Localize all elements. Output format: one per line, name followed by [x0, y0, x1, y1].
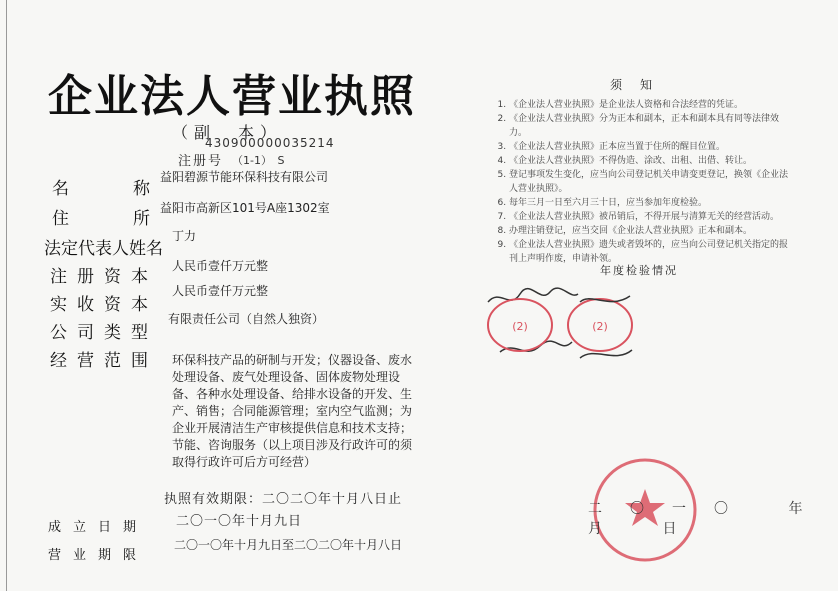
- value-business-scope: 环保科技产品的研制与开发；仪器设备、废水处理设备、废气处理设备、固体废物处理设备、各种水处理设备、给排水设备的开发、生产、销售；合同能源管理；室内空气监测；为企业开展清洁生产审核提供信息和技术支持；节能、咨询服务（以上项目涉及行政许可的须取得行政许可后方可经营）: [172, 353, 413, 469]
- document-title: 企业法人营业执照: [48, 71, 416, 122]
- validity-line2: 二〇一〇年十月九日: [176, 514, 303, 529]
- value-paid-capital: 人民币壹仟万元整: [172, 284, 269, 298]
- label-company-type: 公司类型: [50, 323, 158, 343]
- notice-item: 5. 登记事项发生变化，应当向公司登记机关申请变更登记，换领《企业法人营业执照》。: [509, 168, 795, 196]
- annual-inspection-stamps: [480, 280, 640, 370]
- value-name: 益阳碧源节能环保科技有限公司: [160, 170, 329, 184]
- notice-item: 6. 每年三月一日至六月三十日，应当参加年度检验。: [509, 196, 795, 210]
- svg-text:(2): (2): [592, 320, 608, 333]
- notice-item: 2. 《企业法人营业执照》分为正本和副本，正本和副本具有同等法律效力。: [509, 112, 795, 140]
- value-address: 益阳市高新区101号A座1302室: [160, 201, 330, 215]
- registration-number: 430900000035214: [205, 136, 335, 150]
- notice-item: 1. 《企业法人营业执照》是企业法人资格和合法经营的凭证。: [509, 98, 795, 112]
- notice-list: [495, 98, 795, 266]
- issue-date: 二〇一〇 年 月 日: [588, 501, 831, 537]
- notice-item: 7. 《企业法人营业执照》被吊销后，不得开展与清算无关的经营活动。: [509, 210, 795, 224]
- label-legal-rep: 法定代表人姓名: [44, 239, 163, 259]
- notice-title: 须知: [610, 78, 671, 92]
- value-registered-capital: 人民币壹仟万元整: [172, 259, 269, 273]
- annual-inspection-title: 年度检验情况: [600, 264, 678, 277]
- label-business-term: 营业期限: [48, 548, 149, 563]
- label-established-date: 成立日期: [48, 520, 149, 535]
- label-name: 名 称: [52, 179, 160, 199]
- label-registered-capital: 注册资本: [50, 267, 158, 287]
- label-business-scope: 经营范围: [50, 351, 158, 371]
- notice-item: 3. 《企业法人营业执照》正本应当置于住所的醒目位置。: [509, 140, 795, 154]
- validity-line1: 执照有效期限：二〇二〇年十月八日止: [164, 492, 403, 507]
- notice-item: 9. 《企业法人营业执照》遗失或者毁坏的，应当向公司登记机关指定的报刊上声明作废，申请补领。: [509, 238, 795, 266]
- handwritten-signature-1: [488, 288, 578, 302]
- svg-text:(2): (2): [512, 320, 528, 333]
- label-address: 住 所: [52, 209, 160, 229]
- registration-label: 注册号: [178, 154, 224, 169]
- label-paid-capital: 实收资本: [50, 295, 158, 315]
- value-company-type: 有限责任公司（自然人独资）: [168, 312, 325, 326]
- left-margin-line: [6, 0, 7, 591]
- value-business-term: 二〇一〇年十月九日至二〇二〇年十月八日: [174, 538, 403, 552]
- value-legal-rep: 丁力: [172, 229, 197, 243]
- notice-item: 8. 办理注销登记，应当交回《企业法人营业执照》正本和副本。: [509, 224, 795, 238]
- registration-sub: （1-1） S: [232, 154, 285, 167]
- document-subtitle: （副 本）: [172, 123, 283, 142]
- notice-item: 4. 《企业法人营业执照》不得伪造、涂改、出租、出借、转让。: [509, 154, 795, 168]
